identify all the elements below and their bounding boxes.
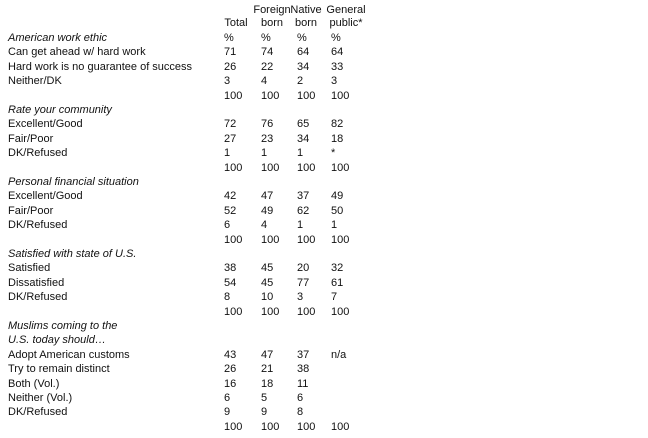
value-cell: 4	[261, 219, 268, 232]
header-top-2: Native	[290, 4, 322, 16]
table-row	[0, 45, 648, 59]
row-label: Neither (Vol.)	[8, 392, 73, 404]
value-cell: 72	[224, 118, 237, 131]
value-cell: 1	[297, 147, 304, 160]
value-cell: 100	[261, 161, 280, 174]
value-cell: 18	[261, 377, 274, 390]
value-cell: %	[331, 32, 341, 44]
value-cell: 74	[261, 46, 274, 59]
value-cell: 22	[261, 60, 274, 73]
table-row	[0, 362, 648, 376]
table-row	[0, 146, 648, 160]
value-cell: 100	[261, 233, 280, 246]
section-title: American work ethic	[8, 32, 108, 44]
table-row	[0, 276, 648, 290]
value-cell: 8	[297, 406, 304, 419]
section-heading-row	[0, 319, 648, 333]
section-title: Personal financial situation	[8, 176, 139, 188]
value-cell: 100	[224, 161, 243, 174]
row-label: DK/Refused	[8, 291, 68, 304]
value-cell: 100	[261, 420, 280, 433]
value-cell: 49	[331, 190, 344, 203]
value-cell: 49	[261, 204, 274, 217]
total-row	[0, 233, 648, 247]
value-cell: 1	[297, 219, 304, 232]
value-cell: 52	[224, 204, 237, 217]
table-row	[0, 377, 648, 391]
value-cell: 23	[261, 132, 274, 145]
value-cell: 100	[224, 420, 243, 433]
value-cell: 100	[261, 305, 280, 318]
value-cell: 8	[224, 291, 231, 304]
value-cell: 61	[331, 276, 344, 289]
section-heading-row	[0, 247, 648, 261]
value-cell: 45	[261, 262, 274, 275]
table-row	[0, 391, 648, 405]
value-cell: 64	[297, 46, 310, 59]
value-cell: 38	[224, 262, 237, 275]
value-cell: 47	[261, 348, 274, 361]
section-title: Rate your community	[8, 104, 112, 116]
value-cell: 100	[331, 89, 350, 102]
value-cell: 45	[261, 276, 274, 289]
value-cell: 100	[331, 161, 350, 174]
value-cell: 34	[297, 60, 310, 73]
value-cell: %	[261, 32, 271, 44]
section-heading-row	[0, 31, 648, 45]
value-cell: 5	[261, 392, 268, 404]
value-cell: 64	[331, 46, 344, 59]
value-cell: 100	[224, 233, 243, 246]
header-top-1: Foreign	[253, 4, 291, 16]
value-cell: 34	[297, 132, 310, 145]
value-cell: 65	[297, 118, 310, 131]
value-cell: 3	[297, 291, 304, 304]
table-row	[0, 405, 648, 419]
value-cell: *	[331, 147, 336, 160]
value-cell: %	[297, 32, 307, 44]
value-cell: 100	[297, 305, 316, 318]
total-row	[0, 420, 648, 434]
row-label: Neither/DK	[8, 75, 62, 88]
row-label: Adopt American customs	[8, 348, 130, 361]
value-cell: 1	[224, 147, 231, 160]
row-label: Can get ahead w/ hard work	[8, 46, 146, 59]
header-bottom-2: born	[294, 17, 318, 29]
value-cell: %	[224, 32, 234, 44]
value-cell: 100	[331, 420, 350, 433]
value-cell: 9	[261, 406, 268, 419]
table-row	[0, 290, 648, 304]
value-cell: 33	[331, 60, 344, 73]
row-label: Hard work is no guarantee of success	[8, 60, 193, 73]
value-cell: 11	[297, 377, 309, 390]
total-row	[0, 161, 648, 175]
value-cell: 1	[261, 147, 268, 160]
value-cell: 100	[297, 89, 316, 102]
value-cell: 100	[331, 305, 350, 318]
table-row	[0, 204, 648, 218]
value-cell: 6	[224, 392, 231, 404]
value-cell: 100	[224, 89, 243, 102]
value-cell: 21	[261, 363, 274, 376]
value-cell: 47	[261, 190, 274, 203]
value-cell: 4	[261, 75, 268, 88]
value-cell: 3	[331, 75, 338, 88]
row-label: Dissatisfied	[8, 276, 65, 289]
header-bottom-3: public*	[329, 17, 363, 29]
value-cell: 38	[297, 363, 310, 376]
value-cell: 100	[224, 305, 243, 318]
value-cell: 76	[261, 118, 274, 131]
value-cell: 27	[224, 132, 237, 145]
value-cell: 20	[297, 262, 310, 275]
section-title: Satisfied with state of U.S.	[8, 248, 137, 260]
total-row	[0, 89, 648, 103]
row-label: Excellent/Good	[8, 190, 83, 203]
total-row	[0, 305, 648, 319]
value-cell: 1	[331, 219, 338, 232]
value-cell: 100	[297, 420, 316, 433]
value-cell: 50	[331, 204, 344, 217]
section-heading-row	[0, 175, 648, 189]
section-heading-row	[0, 103, 648, 117]
table-row	[0, 348, 648, 362]
value-cell: 42	[224, 190, 237, 203]
value-cell: 7	[331, 291, 338, 304]
value-cell: 100	[297, 233, 316, 246]
table-row	[0, 132, 648, 146]
value-cell: n/a	[331, 348, 347, 361]
value-cell: 71	[224, 46, 237, 59]
value-cell: 9	[224, 406, 231, 419]
header-bottom-0: Total	[224, 17, 248, 29]
table-row	[0, 117, 648, 131]
row-label: DK/Refused	[8, 219, 68, 232]
value-cell: 10	[261, 291, 274, 304]
value-cell: 18	[331, 132, 344, 145]
header-bottom-1: born	[260, 17, 284, 29]
section-title: U.S. today should…	[8, 334, 106, 347]
value-cell: 16	[224, 377, 237, 390]
section-heading-row	[0, 333, 648, 347]
table-row	[0, 74, 648, 88]
value-cell: 82	[331, 118, 344, 131]
table-row	[0, 261, 648, 275]
row-label: DK/Refused	[8, 147, 68, 160]
table-row	[0, 60, 648, 74]
table-row	[0, 189, 648, 203]
value-cell: 100	[261, 89, 280, 102]
value-cell: 2	[297, 75, 304, 88]
value-cell: 100	[297, 161, 316, 174]
value-cell: 62	[297, 204, 310, 217]
value-cell: 37	[297, 190, 310, 203]
row-label: Fair/Poor	[8, 132, 54, 145]
value-cell: 3	[224, 75, 231, 88]
value-cell: 37	[297, 348, 310, 361]
row-label: Try to remain distinct	[8, 363, 110, 376]
row-label: Excellent/Good	[8, 118, 83, 131]
row-label: Fair/Poor	[8, 204, 54, 217]
value-cell: 6	[297, 392, 304, 404]
value-cell: 77	[297, 276, 310, 289]
value-cell: 26	[224, 60, 237, 73]
value-cell: 6	[224, 219, 231, 232]
value-cell: 54	[224, 276, 237, 289]
row-label: Both (Vol.)	[8, 377, 60, 390]
section-title: Muslims coming to the	[8, 320, 118, 332]
value-cell: 43	[224, 348, 237, 361]
row-label: Satisfied	[8, 262, 51, 275]
header-top-3: General	[326, 4, 366, 16]
value-cell: 26	[224, 363, 237, 376]
value-cell: 100	[331, 233, 350, 246]
row-label: DK/Refused	[8, 406, 68, 419]
value-cell: 32	[331, 262, 344, 275]
table-row	[0, 218, 648, 232]
